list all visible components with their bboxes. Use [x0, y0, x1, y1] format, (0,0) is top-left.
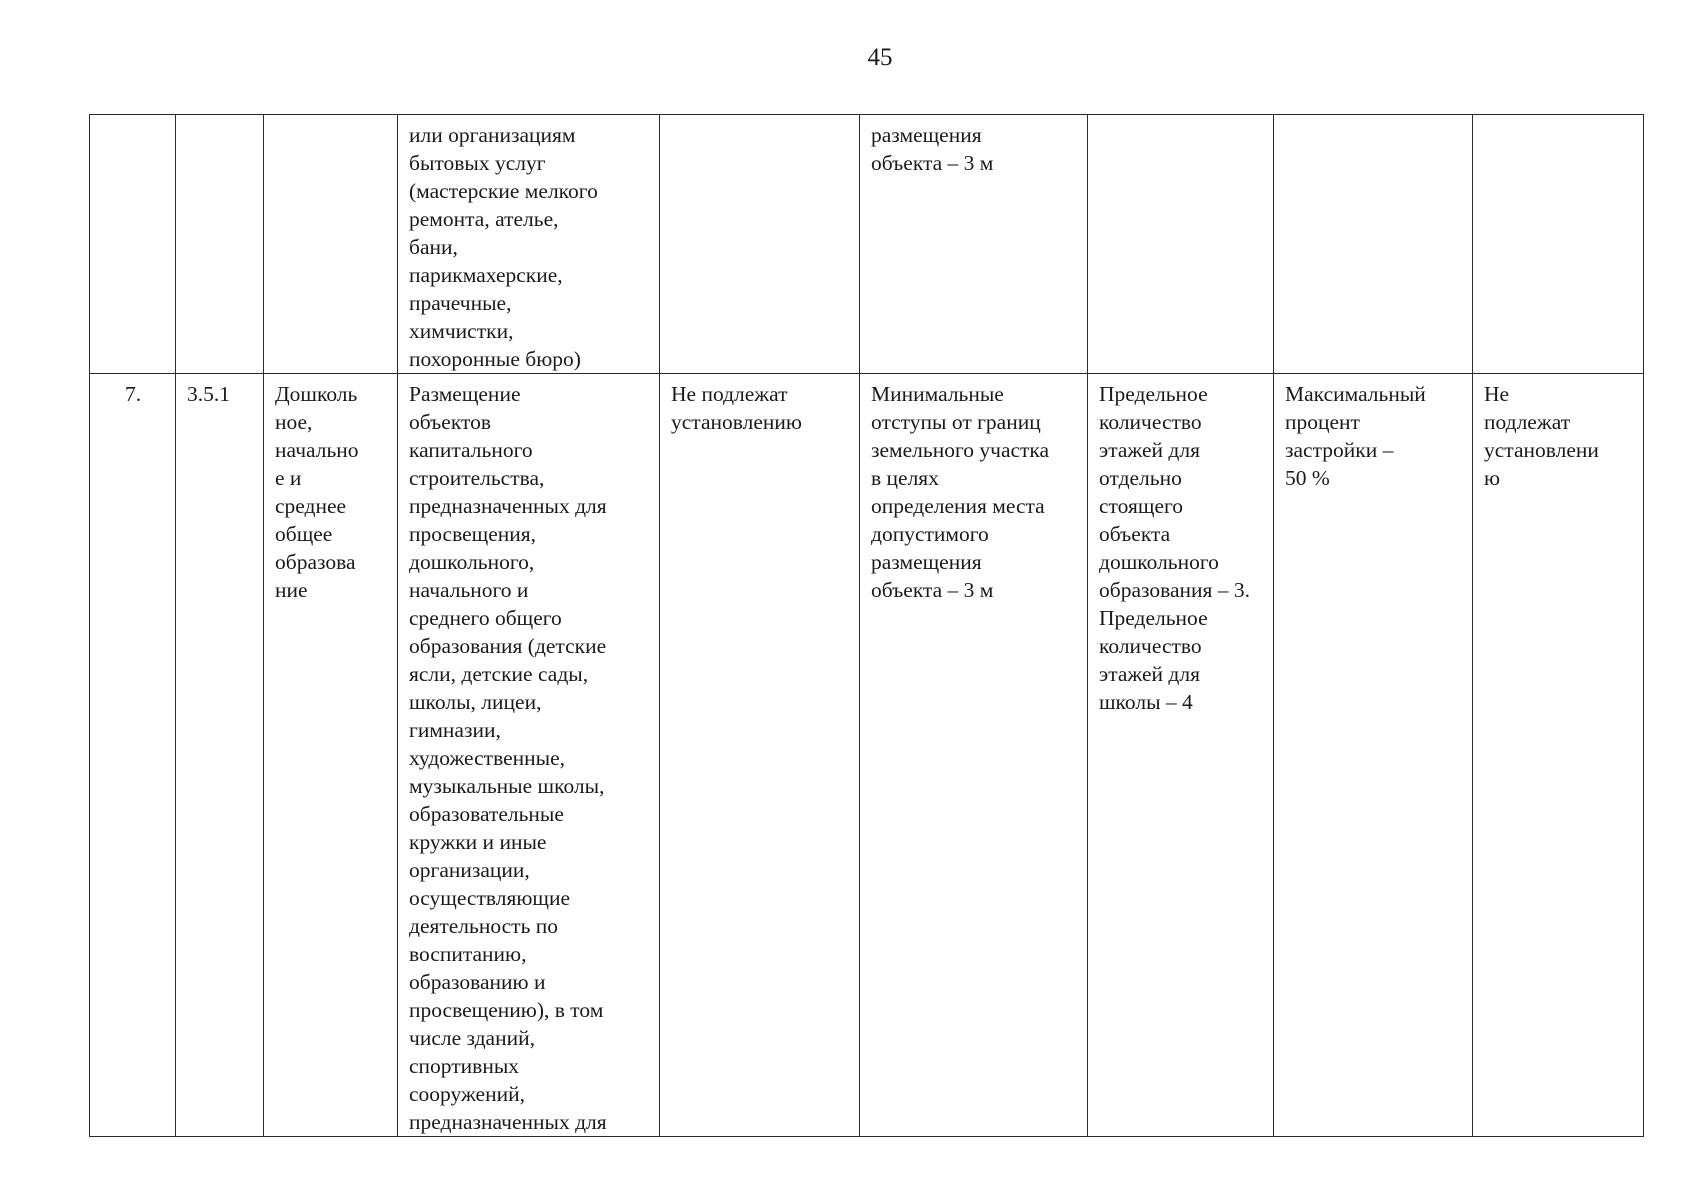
code-cell: 3.5.1: [176, 374, 264, 1137]
row-number-cell: [90, 115, 176, 374]
coverage-cell: [1274, 115, 1473, 374]
use-name-cell: Дошколь ное, начально е и среднее общее образова ние: [264, 374, 398, 1137]
page-number: 45: [867, 44, 893, 71]
row-number-cell: 7.: [90, 374, 176, 1137]
setbacks-cell: Минимальные отступы от границ земельного участка в целях определения места допустимого размещения объекта – 3 м: [860, 374, 1088, 1137]
description-cell: или организациям бытовых услуг (мастерские мелкого ремонта, ателье, бани, парикмахерские, прачечные, химчистки, похоронные бюро): [398, 115, 660, 374]
description-cell: Размещение объектов капитального строительства, предназначенных для просвещения, дошкольного, начального и среднего общего образования (детские ясли, детские сады, школы, лицеи, гимназии, художественные, музыкальные школы, образовательные кружки и иные организации, осуществляющие деятельность по воспитанию, образованию и просвещению), в том числе зданий, спортивных сооружений, предназначенных для: [398, 374, 660, 1137]
use-name-cell: [264, 115, 398, 374]
regulations-table: [89, 114, 1644, 1137]
code-cell: [176, 115, 264, 374]
floors-cell: Предельное количество этажей для отдельно стоящего объекта дошкольного образования – 3. Предельное количество этажей для школы – 4: [1088, 374, 1274, 1137]
other-cell: [1473, 115, 1644, 374]
setbacks-cell: размещения объекта – 3 м: [860, 115, 1088, 374]
coverage-cell: Максимальный процент застройки – 50 %: [1274, 374, 1473, 1137]
plot-size-cell: [660, 115, 860, 374]
other-cell: Не подлежат установлени ю: [1473, 374, 1644, 1137]
table-row: [90, 374, 1644, 1137]
plot-size-cell: Не подлежат установлению: [660, 374, 860, 1137]
table-row: [90, 115, 1644, 374]
floors-cell: [1088, 115, 1274, 374]
